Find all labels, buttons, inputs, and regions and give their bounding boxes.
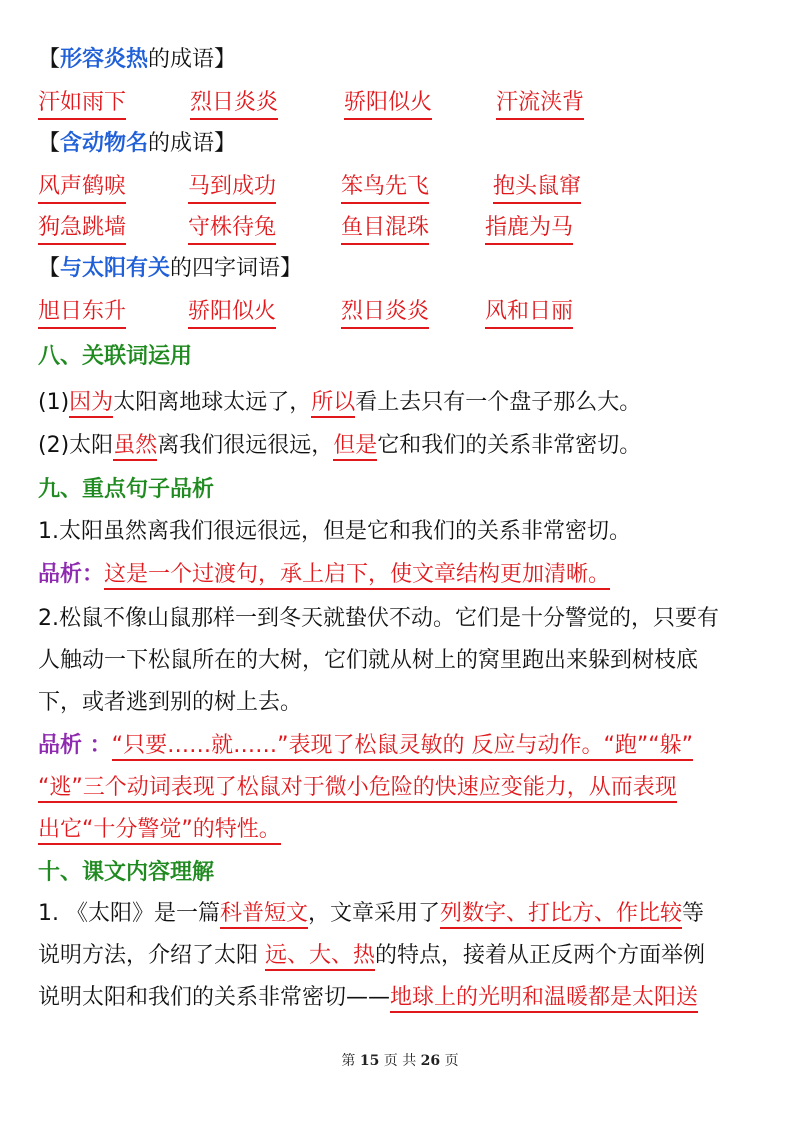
sentence-text: 它和我们的关系非常密切。: [377, 433, 642, 458]
idiom: 骄阳似火: [188, 297, 276, 329]
idiom: 抱头鼠窜: [493, 172, 581, 204]
sentence-text: 看上去只有一个盘子那么大。: [355, 390, 642, 415]
bracket-close: 】: [280, 256, 303, 281]
content-answer: 地球上的光明和温暖都是太阳送: [390, 985, 698, 1013]
section-title-animal: 含动物名: [60, 131, 149, 156]
section-title-sun: 与太阳有关: [60, 256, 171, 281]
analysis-label: 品析：: [38, 562, 105, 587]
section-title-hot: 形容炎热: [60, 47, 149, 72]
idiom: 骄阳似火: [344, 88, 432, 120]
conj-word: 因为: [69, 390, 113, 418]
conj-sentence-2: [38, 431, 641, 461]
content-text: 说明方法，介绍了太阳: [38, 943, 265, 968]
conj-sentence-1: [38, 388, 641, 418]
footer-text: 页 共: [379, 1053, 421, 1069]
section-header-hot: [38, 45, 236, 75]
analysis-text: “逃”三个动词表现了松鼠对于微小危险的快速应变能力，从而表现: [38, 775, 677, 803]
analysis-answer-2-line2: [38, 773, 677, 803]
content-text: 等: [682, 901, 705, 926]
bracket-open: 【: [38, 47, 61, 72]
bracket-close: 】: [214, 47, 237, 72]
analysis-text: “只要……就……”表现了松鼠灵敏的 反应与动作。“跑”“躲”: [112, 733, 693, 761]
content-text: ，文章采用了: [308, 901, 441, 926]
content-answer: 远、大、热: [265, 943, 375, 971]
analysis-answer-2-line3: [38, 815, 281, 845]
idiom: 马到成功: [188, 172, 276, 204]
content-text: 1. 《太阳》是一篇: [38, 901, 220, 926]
sentence-text: 太阳离地球太远了，: [113, 390, 312, 415]
sentence-number: (1): [38, 390, 70, 415]
analysis-question-2-line3: 下，或者逃到别的树上去。: [38, 690, 303, 715]
analysis-text: 出它“十分警觉”的特性。: [38, 817, 281, 845]
idiom: 旭日东升: [38, 297, 126, 329]
content-line-1: [38, 899, 704, 929]
content-answer: 列数字、打比方、作比较: [440, 901, 682, 929]
idiom: 守株待兔: [188, 213, 276, 245]
analysis-question-2-line2: 人触动一下松鼠所在的大树，它们就从树上的窝里跑出来躲到树枝底: [38, 648, 699, 673]
content-text: 说明太阳和我们的关系非常密切——: [38, 985, 391, 1010]
bracket-close: 】: [214, 131, 237, 156]
section-suffix: 的成语: [148, 131, 215, 156]
content-line-3: [38, 983, 698, 1013]
heading-content: 十、课文内容理解: [38, 860, 215, 885]
sentence-text: 太阳: [69, 433, 114, 458]
content-answer: 科普短文: [220, 901, 308, 929]
section-header-sun: [38, 254, 302, 284]
idiom: 风和日丽: [485, 297, 573, 329]
analysis-answer-1: [38, 560, 610, 590]
sentence-number: (2): [38, 433, 70, 458]
idiom: 风声鹤唳: [38, 172, 126, 204]
content-line-2: [38, 941, 705, 971]
conj-word: 所以: [311, 390, 355, 418]
analysis-question-1: 1.太阳虽然离我们很远很远，但是它和我们的关系非常密切。: [38, 519, 631, 544]
idiom: 烈日炎炎: [341, 297, 429, 329]
analysis-question-2-line1: 2.松鼠不像山鼠那样一到冬天就蛰伏不动。它们是十分警觉的，只要有: [38, 606, 719, 631]
conj-word: 虽然: [113, 433, 157, 461]
sentence-text: 离我们很远很远，: [157, 433, 334, 458]
page-footer: [0, 1050, 800, 1070]
analysis-answer-2-line1: [38, 731, 693, 761]
section-suffix: 的四字词语: [170, 256, 281, 281]
idiom: 笨鸟先飞: [341, 172, 429, 204]
conj-word: 但是: [333, 433, 377, 461]
heading-conjunctions: 八、关联词运用: [38, 344, 193, 369]
idiom: 狗急跳墙: [38, 213, 126, 245]
idiom: 指鹿为马: [485, 213, 573, 245]
content-text: 的特点，接着从正反两个方面举例: [375, 943, 706, 968]
idiom: 烈日炎炎: [190, 88, 278, 120]
analysis-text: 这是一个过渡句，承上启下，使文章结构更加清晰。: [104, 562, 610, 590]
page-number: 15: [359, 1053, 380, 1069]
heading-analysis: 九、重点句子品析: [38, 477, 215, 502]
idiom: 鱼目混珠: [341, 213, 429, 245]
section-header-animal: [38, 129, 236, 159]
page-total: 26: [420, 1053, 441, 1069]
footer-text: 页: [440, 1053, 459, 1069]
idiom: 汗如雨下: [38, 88, 126, 120]
bracket-open: 【: [38, 131, 61, 156]
section-suffix: 的成语: [148, 47, 215, 72]
bracket-open: 【: [38, 256, 61, 281]
idiom: 汗流浃背: [496, 88, 584, 120]
footer-text: 第: [341, 1053, 360, 1069]
analysis-label: 品析 ：: [38, 733, 112, 758]
